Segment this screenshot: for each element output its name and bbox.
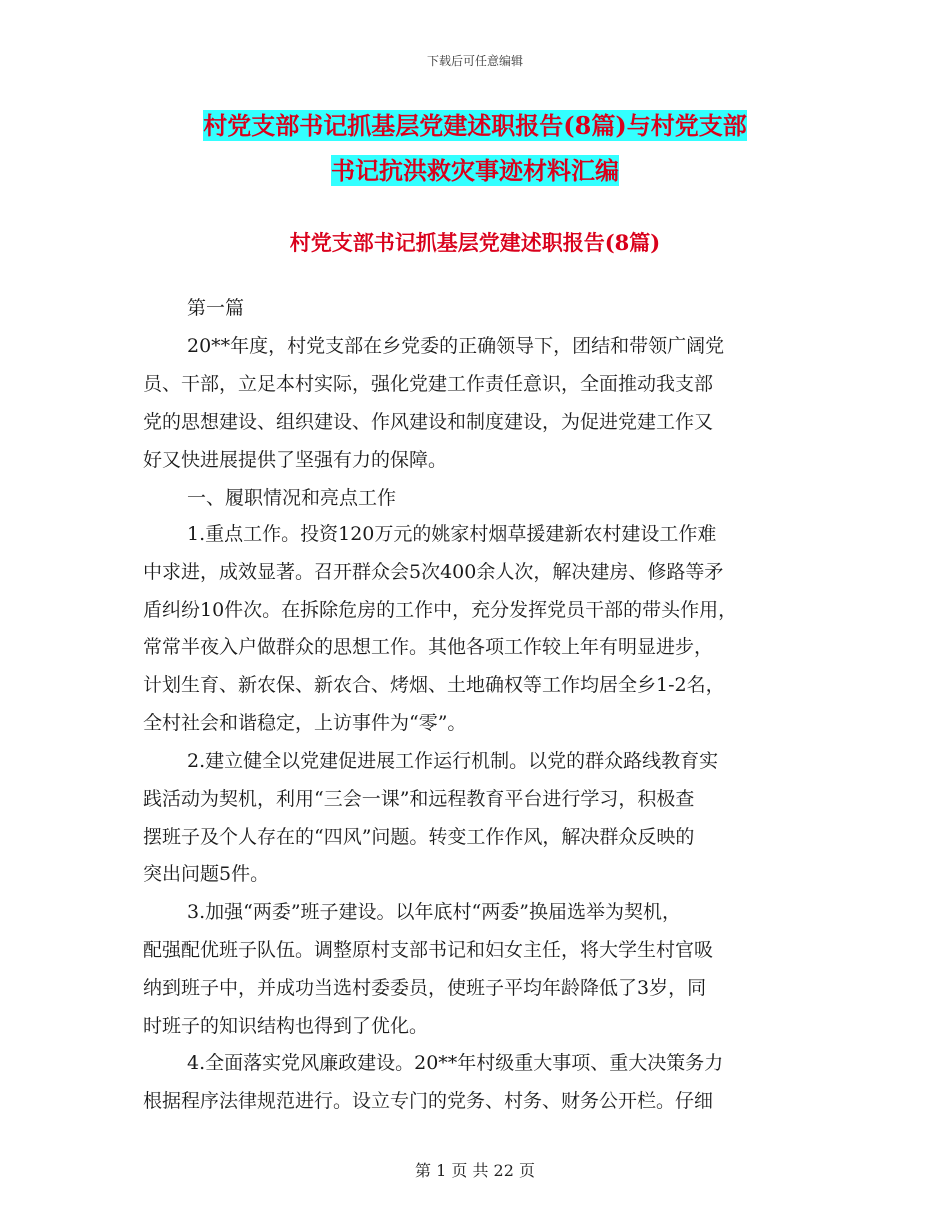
paragraph-line: 中求进，成效显著。召开群众会5次400余人次，解决建房、修路等矛 <box>143 561 724 583</box>
paragraph-line: 突出问题5件。 <box>143 863 270 885</box>
paragraph-line: 计划生育、新农保、新农合、烤烟、土地确权等工作均居全乡1-2名， <box>143 674 725 696</box>
paragraph-line: 全村社会和谐稳定，上访事件为“零”。 <box>143 712 467 734</box>
subheading-part-one: 第一篇 <box>187 297 245 319</box>
document-title-line-2: 书记抗洪救灾事迹材料汇编 <box>331 156 619 185</box>
page-number-footer: 第 1 页 共 22 页 <box>415 1161 535 1180</box>
paragraph-line: 配强配优班子队伍。调整原村支部书记和妇女主任，将大学生村官吸 <box>143 939 714 961</box>
paragraph-line: 4.全面落实党风廉政建设。20**年村级重大事项、重大决策务力 <box>187 1052 724 1074</box>
header-note: 下载后可任意编辑 <box>426 54 523 68</box>
paragraph-line: 摆班子及个人存在的“四风”问题。转变工作作风，解决群众反映的 <box>143 826 695 848</box>
paragraph-line: 好又快进展提供了坚强有力的保障。 <box>143 449 448 471</box>
paragraph-line: 3.加强“两委”班子建设。以年底村“两委”换届选举为契机， <box>187 901 681 923</box>
paragraph-line: 党的思想建设、组织建设、作风建设和制度建设，为促进党建工作又 <box>143 411 714 433</box>
paragraph-line: 20**年度，村党支部在乡党委的正确领导下，团结和带领广阔党 <box>187 335 725 357</box>
document-title-line-1: 村党支部书记抓基层党建述职报告(8篇)与村党支部 <box>203 111 747 140</box>
paragraph-line: 员、干部，立足本村实际，强化党建工作责任意识，全面推动我支部 <box>143 373 714 395</box>
paragraph-line: 纳到班子中，并成功当选村委委员，使班子平均年龄降低了3岁，同 <box>143 977 707 999</box>
paragraph-line: 根据程序法律规范进行。设立专门的党务、村务、财务公开栏。仔细 <box>143 1090 714 1112</box>
paragraph-line: 2.建立健全以党建促进展工作运行机制。以党的群众路线教育实 <box>187 750 719 772</box>
section-title: 村党支部书记抓基层党建述职报告(8篇) <box>289 230 661 255</box>
paragraph-line: 常常半夜入户做群众的思想工作。其他各项工作较上年有明显进步， <box>143 636 714 658</box>
paragraph-line: 盾纠纷10件次。在拆除危房的工作中，充分发挥党员干部的带头作用， <box>143 599 738 621</box>
paragraph-line: 1.重点工作。投资120万元的姚家村烟草援建新农村建设工作难 <box>187 523 717 545</box>
paragraph-line: 时班子的知识结构也得到了优化。 <box>143 1015 429 1037</box>
paragraph-line: 践活动为契机，利用“三会一课”和远程教育平台进行学习，积极查 <box>143 788 695 810</box>
subheading-duties: 一、履职情况和亮点工作 <box>187 487 397 509</box>
